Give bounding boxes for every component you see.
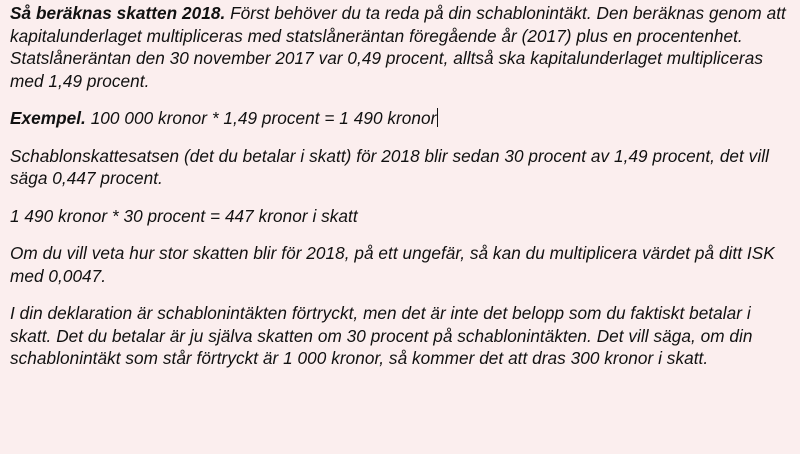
- paragraph-rate: Schablonskattesatsen (det du betalar i skatt) för 2018 blir sedan 30 procent av 1,49 procent, det vill säga 0,447 procent.: [10, 145, 769, 188]
- paragraph-calculation: 1 490 kronor * 30 procent = 447 kronor i skatt: [10, 205, 358, 226]
- paragraph-intro: [10, 2, 790, 92]
- paragraph-intro-text: Först behöver du ta reda på din schablonintäkt. Den beräknas genom att kapitalunderlaget multipliceras med statslåneräntan föregående år (2017) plus en procentenhet. Statslåneräntan den 30 november 2017 var 0,49 procent, alltså ska kapitalunderlaget multipliceras med 1,49 procent.: [10, 3, 786, 91]
- paragraph-estimate: Om du vill veta hur stor skatten blir för 2018, på ett ungefär, så kan du multiplicera värdet på ditt ISK med 0,0047.: [10, 243, 775, 286]
- paragraph-declaration: I din deklaration är schablonintäkten förtryckt, men det är inte det belopp som du faktiskt betalar i skatt. Det du betalar är ju själva skatten om 30 procent på schablonintäkten. Det vill säga, om din schablonintäkt som står förtryckt är 1 000 kronor, så kommer det att dras 300 kronor i skatt.: [10, 303, 753, 368]
- text-cursor: [437, 108, 438, 127]
- paragraph-example: [10, 107, 790, 130]
- example-label: Exempel.: [10, 108, 86, 128]
- heading-bold: Så beräknas skatten 2018.: [10, 3, 226, 23]
- example-text: 100 000 kronor * 1,49 procent = 1 490 kronor: [85, 108, 437, 128]
